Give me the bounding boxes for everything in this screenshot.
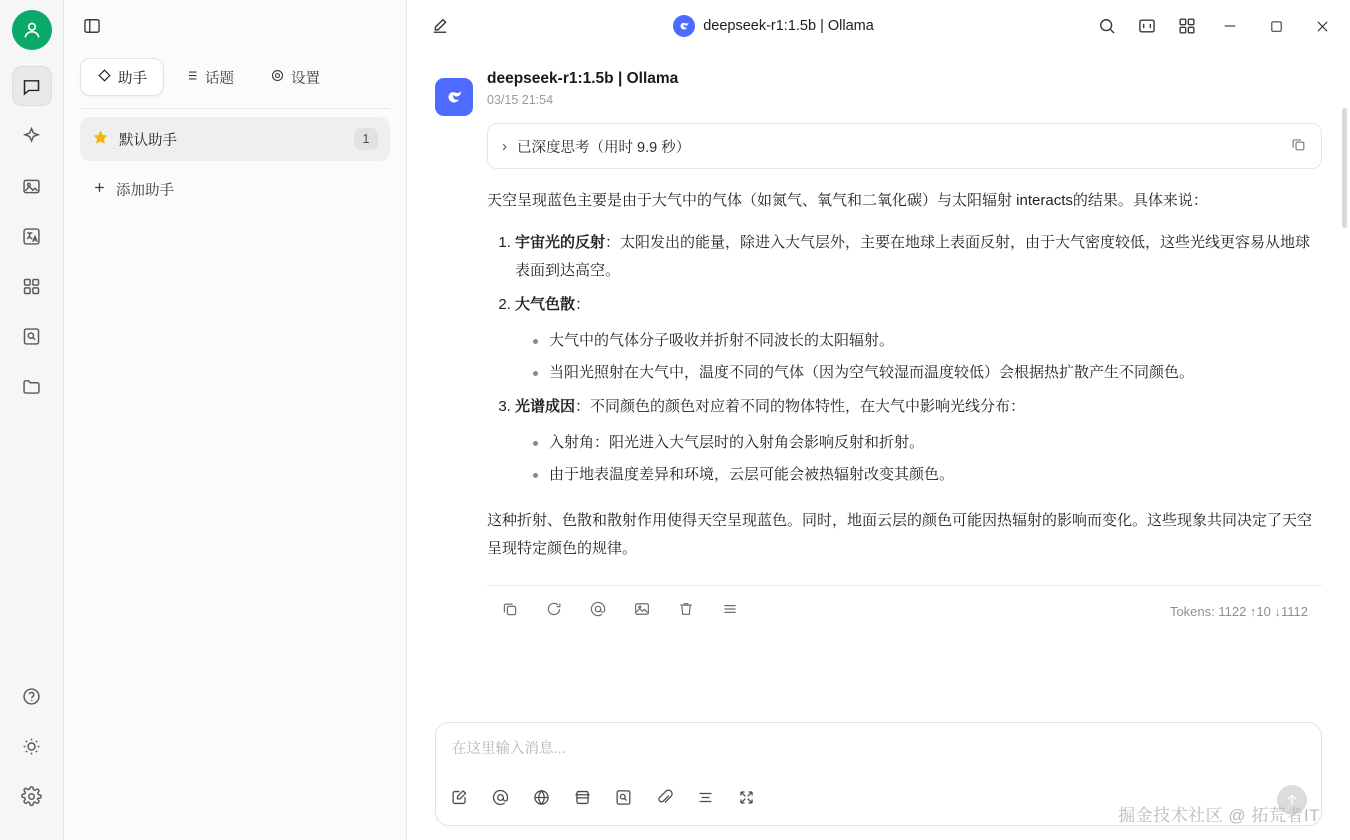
tab-settings[interactable]	[254, 58, 336, 96]
message-avatar	[435, 78, 473, 116]
assistants-panel	[64, 0, 407, 840]
tab-assistants[interactable]	[80, 58, 164, 96]
sidebar-item-files[interactable]	[12, 366, 52, 406]
at-icon[interactable]	[589, 600, 607, 623]
message-conclusion: 这种折射、色散和散射作用使得天空呈现蓝色。同时，地面云层的颜色可能因热辐射的影响而变化。这些现象共同决定了天空呈现特定颜色的规律。	[487, 512, 1313, 557]
paperclip-icon[interactable]	[655, 788, 674, 812]
gear-icon	[270, 68, 285, 87]
list-item: 入射角：阳光进入大气层时的入射角会影响反射和折射。	[533, 429, 1322, 457]
menu-icon[interactable]	[721, 600, 739, 623]
left-icon-rail	[0, 0, 64, 840]
list-item: 当阳光照射在大气中，温度不同的气体（因为空气较湿而温度较低）会根据热扩散产生不同颜色。	[533, 359, 1322, 387]
list-item	[515, 229, 1322, 285]
database-icon[interactable]	[573, 788, 592, 812]
edit-square-icon[interactable]	[450, 788, 469, 812]
send-arrow-icon[interactable]	[1277, 785, 1307, 815]
clear-lines-icon[interactable]	[696, 788, 715, 812]
panel-top-bar	[64, 0, 406, 52]
diamond-icon	[97, 68, 112, 87]
model-title-label: deepseek-r1:1.5b | Ollama	[703, 18, 874, 34]
sub-list	[515, 327, 1322, 387]
point-title: 宇宙光的反射	[515, 234, 606, 251]
window-maximize-button[interactable]	[1254, 6, 1298, 46]
rail-bottom-group	[12, 676, 52, 840]
list-item	[515, 291, 1322, 387]
assistant-message	[435, 52, 1322, 623]
message-body	[487, 56, 1322, 623]
token-count: Tokens: 1122 ↑10 ↓1112	[1169, 604, 1308, 619]
panel-tabs	[80, 58, 390, 96]
new-chat-icon[interactable]	[421, 7, 459, 45]
point-title: 光谱成因	[515, 398, 576, 415]
plus-icon	[92, 180, 107, 199]
chat-scroll-area[interactable]	[407, 52, 1350, 722]
message-action-bar	[487, 586, 1322, 623]
point-text: 不同颜色的颜色对应着不同的物体特性，在大气中影响光线分布：	[590, 398, 1026, 415]
note-search-icon[interactable]	[614, 788, 633, 812]
thinking-collapse[interactable]	[487, 123, 1322, 169]
deepseek-logo-icon	[673, 15, 695, 37]
point-sep: ：	[575, 398, 591, 415]
window-minimize-button[interactable]	[1208, 6, 1252, 46]
help-icon[interactable]	[12, 676, 52, 716]
sidebar-item-paintings[interactable]	[12, 166, 52, 206]
sidebar-item-chat[interactable]	[12, 66, 52, 106]
assistant-list-item-default[interactable]	[80, 117, 390, 161]
expand-arrows-icon[interactable]	[737, 788, 756, 812]
expand-icon[interactable]	[1128, 7, 1166, 45]
chat-scrollbar[interactable]	[1342, 108, 1347, 228]
globe-icon[interactable]	[532, 788, 551, 812]
theme-sun-icon[interactable]	[12, 726, 52, 766]
chevron-right-icon: ›	[502, 137, 507, 155]
point-text: 太阳发出的能量，除进入大气层外，主要在地球上表面反射，由于大气密度较低，这些光线更容易从地球表面到达高空。	[515, 234, 1311, 279]
list-item: 由于地表温度差异和环境，云层可能会被热辐射改变其颜色。	[533, 461, 1322, 489]
assistant-name: 默认助手	[119, 132, 177, 149]
composer-right-group	[1277, 785, 1307, 815]
refresh-icon[interactable]	[545, 600, 563, 623]
tab-settings-label: 设置	[291, 70, 320, 87]
sidebar-item-knowledge[interactable]	[12, 316, 52, 356]
composer-toolbar	[450, 785, 1307, 815]
user-avatar-icon[interactable]	[12, 10, 52, 50]
message-timestamp: 03/15 21:54	[487, 93, 554, 107]
search-icon[interactable]	[1088, 7, 1126, 45]
panel-collapse-icon[interactable]	[76, 10, 108, 42]
star-icon	[92, 129, 109, 150]
panel-divider	[80, 108, 390, 109]
point-title: 大气色散	[515, 296, 576, 313]
grid-layout-icon[interactable]	[1168, 7, 1206, 45]
point-sep: ：	[575, 296, 591, 313]
window-close-button[interactable]	[1300, 6, 1344, 46]
list-item: 大气中的气体分子吸收并折射不同波长的太阳辐射。	[533, 327, 1322, 355]
add-assistant-button[interactable]	[80, 171, 390, 207]
message-composer[interactable]	[435, 722, 1322, 826]
copy-icon[interactable]	[1290, 136, 1307, 157]
model-title[interactable]	[459, 15, 1088, 37]
message-intro: 天空呈现蓝色主要是由于大气中的气体（如氮气、氧气和二氧化碳）与太阳辐射 interacts的结果。具体来说：	[487, 192, 1208, 209]
copy-icon[interactable]	[501, 600, 519, 623]
tab-topics-label: 话题	[205, 70, 234, 87]
title-bar-left	[421, 7, 459, 45]
title-bar	[407, 0, 1350, 52]
message-points-list	[487, 229, 1322, 489]
trash-icon[interactable]	[677, 600, 695, 623]
sidebar-item-agents[interactable]	[12, 116, 52, 156]
main-area	[407, 0, 1350, 840]
point-sep: ：	[605, 234, 621, 251]
tab-topics[interactable]	[168, 58, 250, 96]
sub-list	[515, 429, 1322, 489]
add-assistant-label: 添加助手	[116, 182, 174, 199]
tab-assistants-label: 助手	[118, 70, 147, 87]
title-bar-right	[1088, 6, 1344, 46]
sidebar-item-translate[interactable]	[12, 216, 52, 256]
list-icon	[184, 68, 199, 87]
settings-gear-icon[interactable]	[12, 776, 52, 816]
at-icon[interactable]	[491, 788, 510, 812]
list-item	[515, 393, 1322, 489]
message-sender: deepseek-r1:1.5b | Ollama	[487, 70, 679, 87]
composer-wrapper	[407, 722, 1350, 840]
message-input[interactable]: 在这里输入消息...	[452, 741, 566, 757]
assistant-topic-count: 1	[354, 128, 378, 150]
sidebar-item-apps[interactable]	[12, 266, 52, 306]
thinking-label: 已深度思考（用时 9.9 秒）	[517, 139, 691, 156]
watermark: 掘金技术社区 @ 拓荒者IT	[1118, 806, 1320, 825]
image-export-icon[interactable]	[633, 600, 651, 623]
